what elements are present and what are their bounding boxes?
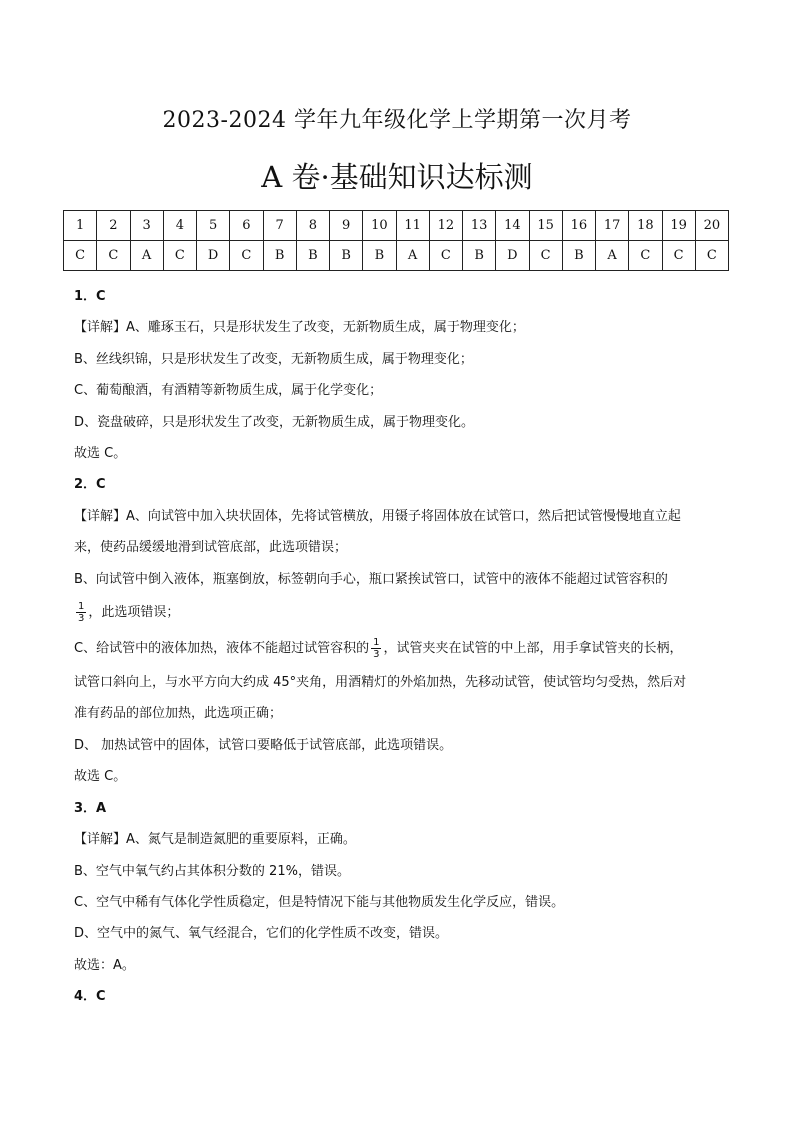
- explanation-line: 【详解】A、向试管中加入块状固体，先将试管横放，用镊子将固体放在试管口，然后把试管慢慢地直立起: [74, 508, 681, 524]
- answer-cell: D: [496, 241, 529, 271]
- page-subtitle: A 卷·基础知识达标测: [261, 160, 533, 194]
- answer-cell: B: [463, 241, 496, 271]
- question-number-cell: 19: [662, 211, 695, 241]
- explanation-line: C、空气中稀有气体化学性质稳定，但是特情况下能与其他物质发生化学反应，错误。: [74, 894, 565, 910]
- answer-cell: B: [363, 241, 396, 271]
- answer-cell: B: [296, 241, 329, 271]
- answer-cell: C: [64, 241, 97, 271]
- question-number-cell: 4: [163, 211, 196, 241]
- question-number-cell: 12: [429, 211, 462, 241]
- explanation-line: [74, 595, 734, 631]
- answer-cell: D: [197, 241, 230, 271]
- answer-cell: C: [163, 241, 196, 271]
- explanation-line: [74, 631, 734, 667]
- answer-table-answer-row: [64, 241, 729, 271]
- line-text: ，试管夹夹在试管的中上部，用手拿试管夹的长柄，: [383, 641, 683, 657]
- explanation-line: B、空气中氧气约占其体积分数的 21%，错误。: [74, 863, 350, 879]
- fraction-numerator: 1: [78, 601, 85, 613]
- question-number-cell: 3: [130, 211, 163, 241]
- question-number-cell: 1: [64, 211, 97, 241]
- explanation-line: D、 加热试管中的固体，试管口要略低于试管底部，此选项错误。: [74, 737, 453, 753]
- explanation-line: B、向试管中倒入液体，瓶塞倒放，标签朝向手心，瓶口紧挨试管口，试管中的液体不能超过试管容积的: [74, 571, 668, 587]
- question-number-cell: 11: [396, 211, 429, 241]
- question-number-cell: 20: [695, 211, 728, 241]
- question-number-cell: 15: [529, 211, 562, 241]
- question-number-cell: 8: [296, 211, 329, 241]
- answer-line: 故选 C。: [74, 446, 127, 462]
- question-number-cell: 2: [97, 211, 130, 241]
- question-number-cell: 16: [562, 211, 595, 241]
- question-number: 3．A: [74, 800, 107, 816]
- question-number-cell: 13: [463, 211, 496, 241]
- explanation-line: 来，使药品缓缓地滑到试管底部，此选项错误；: [74, 540, 348, 556]
- line-text: C、给试管中的液体加热，液体不能超过试管容积的: [74, 641, 370, 657]
- line-text: ，此选项错误；: [88, 605, 180, 621]
- answer-table-number-row: [64, 211, 729, 241]
- fraction: [76, 601, 86, 624]
- explanation-line: D、瓷盘破碎，只是形状发生了改变，无新物质生成，属于物理变化。: [74, 414, 475, 430]
- answer-cell: B: [330, 241, 363, 271]
- fraction-denominator: 3: [373, 649, 380, 661]
- explanation-line: 准有药品的部位加热，此选项正确；: [74, 706, 283, 722]
- question-number-cell: 10: [363, 211, 396, 241]
- explanation-line: C、葡萄酿酒，有酒精等新物质生成，属于化学变化；: [74, 383, 383, 399]
- answer-line: 故选 C。: [74, 769, 127, 785]
- answer-cell: A: [396, 241, 429, 271]
- explanation-line: D、空气中的氮气、氧气经混合，它们的化学性质不改变，错误。: [74, 926, 449, 942]
- answer-cell: C: [695, 241, 728, 271]
- explanation-line: B、丝线织锦，只是形状发生了改变，无新物质生成，属于物理变化；: [74, 351, 473, 367]
- question-number: 2．C: [74, 477, 106, 493]
- question-number-cell: 18: [629, 211, 662, 241]
- answer-cell: B: [562, 241, 595, 271]
- question-number-cell: 17: [596, 211, 629, 241]
- answer-cell: A: [596, 241, 629, 271]
- answer-cell: C: [230, 241, 263, 271]
- solutions-body: [74, 281, 734, 1013]
- explanation-line: 【详解】A、氮气是制造氮肥的重要原料，正确。: [74, 832, 356, 848]
- answer-cell: C: [529, 241, 562, 271]
- fraction: [371, 637, 381, 660]
- question-number: 4．C: [74, 989, 106, 1005]
- answer-line: 故选：A。: [74, 957, 135, 973]
- question-number: 1．C: [74, 289, 106, 304]
- answer-cell: B: [263, 241, 296, 271]
- question-number-cell: 6: [230, 211, 263, 241]
- explanation-line: 【详解】A、雕琢玉石，只是形状发生了改变，无新物质生成，属于物理变化；: [74, 320, 525, 336]
- question-number-cell: 5: [197, 211, 230, 241]
- answer-table: [63, 210, 729, 271]
- answer-cell: C: [662, 241, 695, 271]
- answer-cell: C: [97, 241, 130, 271]
- answer-cell: C: [429, 241, 462, 271]
- explanation-line: 试管口斜向上，与水平方向大约成 45°夹角，用酒精灯的外焰加热，先移动试管，使试管均匀受热，然后对: [74, 675, 687, 691]
- fraction-denominator: 3: [78, 613, 85, 625]
- page-title: 2023-2024 学年九年级化学上学期第一次月考: [162, 108, 632, 133]
- answer-cell: C: [629, 241, 662, 271]
- question-number-cell: 14: [496, 211, 529, 241]
- fraction-numerator: 1: [373, 637, 380, 649]
- answer-cell: A: [130, 241, 163, 271]
- question-number-cell: 9: [330, 211, 363, 241]
- question-number-cell: 7: [263, 211, 296, 241]
